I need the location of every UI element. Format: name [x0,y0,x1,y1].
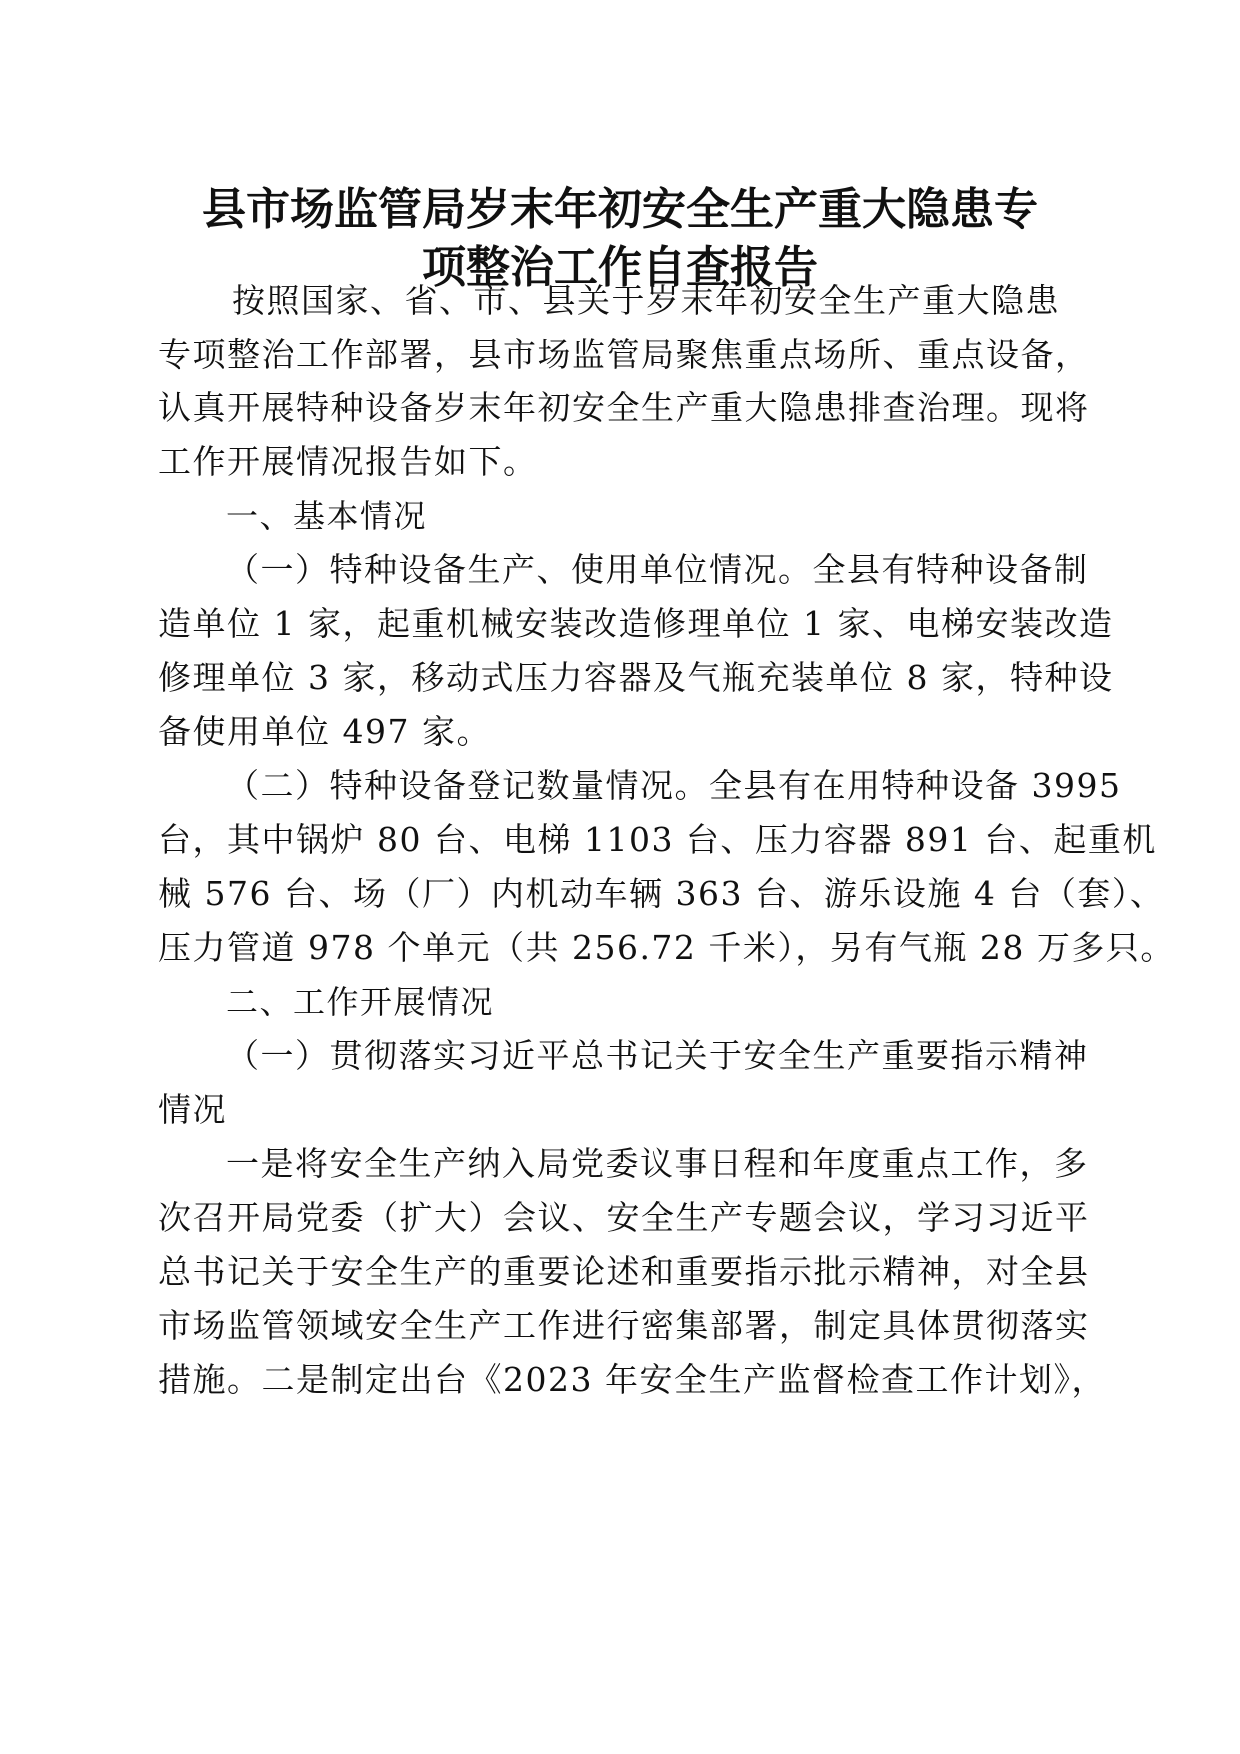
section-heading-basic: 一、基本情况 [226,497,428,535]
paragraph-work-2-line-4: 市场监管领域安全生产工作进行密集部署，制定具体贯彻落实 [158,1306,1090,1345]
document-title-line-1: 县市场监管局岁末年初安全生产重大隐患专 [202,184,1038,235]
paragraph-work-1-line-1: （一）贯彻落实习近平总书记关于安全生产重要指示精神 [226,1036,1089,1075]
paragraph-basic-2-line-1: （二）特种设备登记数量情况。全县有在用特种设备 3995 [226,766,1122,805]
paragraph-basic-1-line-2: 造单位 1 家，起重机械安装改造修理单位 1 家、电梯安装改造 [158,604,1114,643]
paragraph-work-1-line-2: 情况 [158,1090,227,1129]
paragraph-intro-line-3: 认真开展特种设备岁末年初安全生产重大隐患排查治理。现将 [158,388,1090,427]
paragraph-work-2-line-3: 总书记关于安全生产的重要论述和重要指示批示精神，对全县 [158,1252,1090,1291]
paragraph-intro-line-2: 专项整治工作部署，县市场监管局聚焦重点场所、重点设备， [158,335,1090,374]
paragraph-intro-line-4: 工作开展情况报告如下。 [158,442,538,481]
paragraph-intro-line-1: 按照国家、省、市、县关于岁末年初安全生产重大隐患 [232,281,1060,320]
paragraph-work-2-line-5: 措施。二是制定出台《2023 年安全生产监督检查工作计划》， [158,1360,1106,1399]
paragraph-work-2-line-2: 次召开局党委（扩大）会议、安全生产专题会议，学习习近平 [158,1198,1090,1237]
paragraph-basic-1-line-1: （一）特种设备生产、使用单位情况。全县有特种设备制 [226,550,1089,589]
paragraph-basic-1-line-3: 修理单位 3 家，移动式压力容器及气瓶充装单位 8 家，特种设 [158,658,1114,697]
section-heading-work: 二、工作开展情况 [226,983,495,1021]
paragraph-basic-1-line-4: 备使用单位 497 家。 [158,712,491,751]
paragraph-basic-2-line-3: 械 576 台、场（厂）内机动车辆 363 台、游乐设施 4 台（套）、 [158,874,1165,913]
document-title-line-2: 项整治工作自查报告 [422,242,818,293]
paragraph-basic-2-line-4: 压力管道 978 个单元（共 256.72 千米），另有气瓶 28 万多只。 [158,928,1175,967]
paragraph-basic-2-line-2: 台，其中锅炉 80 台、电梯 1103 台、压力容器 891 台、起重机 [158,820,1157,859]
paragraph-work-2-line-1: 一是将安全生产纳入局党委议事日程和年度重点工作，多 [226,1144,1089,1183]
